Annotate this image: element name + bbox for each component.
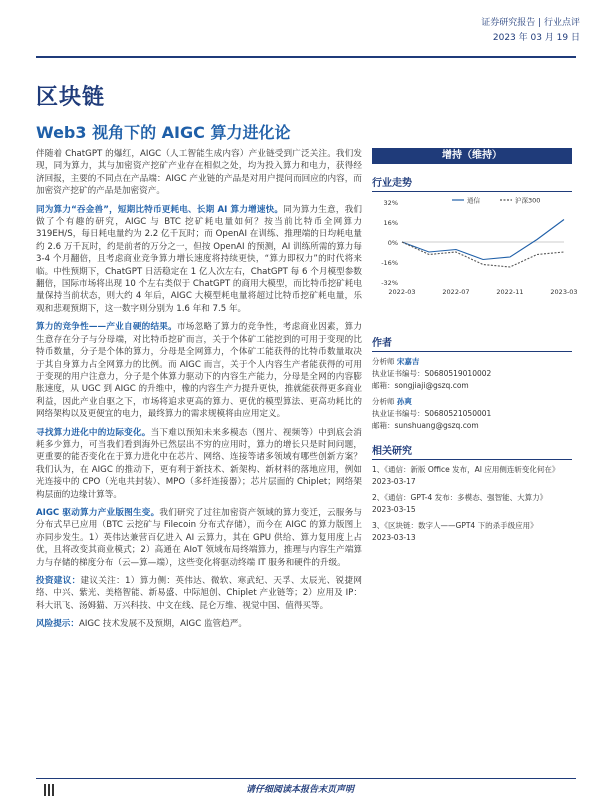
author-block [372,356,572,392]
paragraph [36,507,362,569]
paragraph-text: 市场忽略了算力的竞争性，考虑商业因素，算力生意存在分子与分母端，对比特币挖矿而言，关于个体矿工能挖到的可用于变现的比特币数量，分子是个体的算力，分母是全网算力，个体矿工能获得的比特币数量取决于其自身算力占全网算力的比例。而 AIGC 而言，关于个人内容生产者能获得的可用于变现的用户注意力，分子是个体算力驱动下的内容生产能力，分母是全网的内容膨胀速度，从 UGC 到 AIGC 的升维中，橡的内容生产力提升更快，推就能获得更多商业利益，因此产业自驱之下，市场将追求更高的算力、更优的模型算法、更高功耗比的网络架构以及更便宜的电力，最终算力的需求规模将由应用定义。 [36,322,362,420]
author-role: 分析师 [372,397,397,406]
paragraph-lead: 投资建议： [36,576,81,586]
y-tick-label: 32% [383,199,398,207]
sidebar [372,148,578,544]
x-tick-label: 2022-11 [496,288,524,296]
x-tick-label: 2022-03 [388,288,416,296]
paragraph [36,148,362,198]
author-email-label: 邮箱： [372,381,395,390]
related-item [372,464,572,488]
author-name: 宋嘉吉 [396,357,420,366]
legend-label: 沪深300 [515,196,541,205]
author-email-label: 邮箱： [372,421,395,430]
paragraph [36,618,362,630]
y-tick-label: -32% [381,279,398,287]
paragraph [36,204,362,316]
report-title: Web3 视角下的 AIGC 算力进化论 [36,123,291,142]
header-rule [36,56,576,58]
legend-label: 通信 [467,196,480,205]
y-tick-label: 16% [383,219,398,227]
author-cert-line [372,368,572,380]
paragraph [36,427,362,501]
paragraph [36,321,362,420]
paragraph-text: AIGC 技术发展不及预期，AIGC 监管趋严。 [78,619,247,630]
paragraph-lead: 寻找算力进化中的边际变化。 [36,427,151,438]
x-tick-label: 2023-03 [550,288,578,296]
related-heading: 相关研究 [372,442,572,460]
authors-list [372,356,572,432]
related-title: 1、《通信：新版 Office 发布，AI 应用侧连斩变化何在》 [372,465,560,474]
paragraph-lead: 算力的竞争性——产业自硬的结果。 [36,322,177,333]
series-line [402,242,564,267]
report-header [481,16,580,46]
paragraph-text: 当下难以预知未来多模态（图片、视频等）中到底会消耗多少算力，可当我们看到海外已然层出不穷的应用时，算力的增长只是时间问题，更重要的能否变化在于算力进化中在芯片、网络、连接等诸多领域有哪些创新方案？我们认为，在 AIGC 的推动下，更有利于新技术、新架构、新材料的落地应用，例如光连接中的 CPO（光电共封装）、MPO（多纤连接器）；芯片层面的 Chiplet；网络架构层面的边缘计算等。 [36,427,362,500]
related-date: 2023-03-13 [372,533,416,542]
author-cert: S0680519010002 [424,369,492,378]
category-title: 区块链 [36,85,106,110]
report-date: 2023 年 03 月 19 日 [492,33,580,43]
paragraph-text: 建议关注：1）算力侧：英伟达、微软、寒武纪、天孚、太辰光、锐捷网络、中兴、紫光、美格智能、新易盛、中际旭创、Chiplet 产业链等；2）应用及 IP：科大讯飞、汤姆猫、万兴科技、中文在线、昆仑万维、视觉中国、值得买等。 [36,576,362,611]
related-item [372,492,572,516]
rating-badge: 增持（维持） [372,148,572,164]
author-email: sunshuang@gszq.com [394,421,479,430]
x-tick-label: 2022-07 [442,288,470,296]
author-cert: S0680521050001 [424,409,492,418]
series-line [402,220,564,260]
author-email: songjiaji@gszq.com [394,381,469,390]
main-text [36,148,362,637]
related-list [372,464,572,544]
related-item [372,520,572,544]
paragraph-lead: 同为算力“吞金兽”，短期比特币更耗电、长期 AI 算力增速快。 [36,204,284,215]
footer-note: 请仔细阅读本报告末页声明 [245,785,354,795]
footer-rule [36,778,576,779]
author-block [372,396,572,432]
paragraph-lead: AIGC 驱动算力产业版图生变。 [36,507,160,518]
author-name: 孙爽 [396,397,412,406]
authors-heading: 作者 [372,334,572,352]
paragraph-lead: 风险提示： [36,619,79,630]
paragraph-text: 我们研究了过往加密资产领域的算力变迁，云服务与分布式早已应用（BTC 云挖矿与 Filecoin 分布式存储），而今在 AIGC 的算力版图上亦同步发生。1）英伟达兼营百亿进入 AI 云算力，其在 GPU 供给、算力复用度上占优，且将改变其商业模式；2）高通在 AIoT 领域布局终端算力，推理与内容生产端算力与存储的梯度分布（云—算—端），这些变化将驱动终端 IT 服务和硬件的升级。 [36,507,362,568]
author-cert-label: 执业证书编号： [372,409,425,418]
trend-heading: 行业走势 [372,174,572,192]
author-cert-label: 执业证书编号： [372,369,425,378]
report-type: 证券研究报告 | 行业点评 [481,18,580,28]
related-date: 2023-03-17 [372,477,416,486]
related-date: 2023-03-15 [372,505,416,514]
trend-chart [372,192,578,302]
paragraph [36,575,362,612]
y-tick-label: -16% [381,259,398,267]
related-title: 3、《区块链：数字人——GPT4 下的杀手级应用》 [372,521,538,530]
author-email-line [372,420,572,432]
author-name-line [372,356,572,368]
author-role: 分析师 [372,357,397,366]
paragraph-text: 同为算力生意，我们做了个有趣的研究，AIGC 与 BTC 挖矿耗电量如何？按当前比特币全网算力 319EH/S，每日耗电量约为 2.2 亿千瓦时；而 OpenAI 在训练、推理端的日均耗电量约 2.6 万千瓦时，约是前者的万分之一，但按 OpenAI 的预测，AI 训练所需的算力每 3-4 个月翻倍，且考虑商业竞争算力增长速度将持续更快，“算力即权力”的时代将来临。中性预期下，ChatGPT 日活稳定在 1 亿人次左右，ChatGPT 每 6 个月模型参数翻倍，国际市场将出现 10 个左右类似于 ChatGPT 的商用大模型，而比特币挖矿耗电量保持当前状态，则大约 4 年后，AIGC 大模型耗电量将超过比特币挖矿耗电量，乐观和悲观预期下，这一数字则分别为 1.6 年和 7.5 年。 [36,204,362,314]
y-tick-label: 0% [387,239,398,247]
author-cert-line [372,408,572,420]
author-email-line [372,380,572,392]
related-title: 2、《通信：GPT-4 发布：多模态、强智能、大算力》 [372,493,548,502]
paragraph-text: 伴随着 ChatGPT 的爆红，AIGC（人工智能生成内容）产业链受到广泛关注。我们发现，同为算力，其与加密资产挖矿产业存在相似之处，均为投入算力和电力，获得经济回报，主要的不同点在产品端：AIGC 产业链的产品是对用户提问而回应的内容，而加密资产挖矿的产品是加密资产。 [36,149,362,197]
author-name-line [372,396,572,408]
